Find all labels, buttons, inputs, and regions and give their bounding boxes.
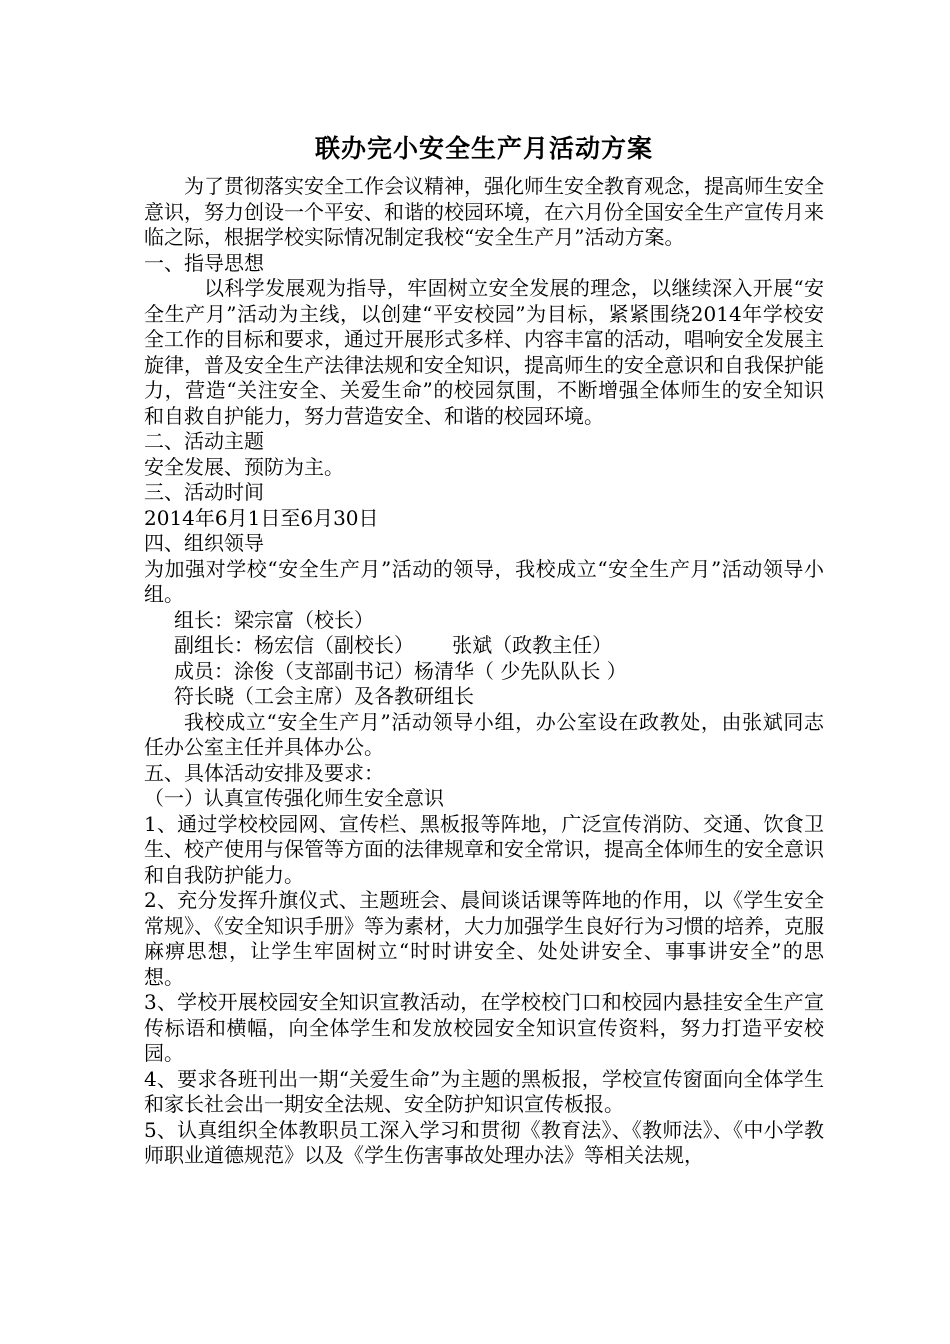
activity-item-1: 1、通过学校校园网、宣传栏、黑板报等阵地，广泛宣传消防、交通、饮食卫生、校产使用与保管等方面的法律规章和安全常识，提高全体师生的安全意识和自我防护能力。: [144, 811, 824, 887]
members-line-2: 符长晓（工会主席）及各教研组长: [174, 684, 474, 708]
leader-line: 组长：梁宗富（校长）: [174, 607, 374, 632]
section-heading-activities: 五、具体活动安排及要求：: [144, 760, 384, 785]
activity-item-4: 4、要求各班刊出一期“关爱生命”为主题的黑板报，学校宣传窗面向全体学生和家长社会出一期安全法规、安全防护知识宣传板报。: [144, 1066, 824, 1116]
deputy-leader-line: 副组长：杨宏信（副校长） 张斌（政教主任）: [174, 633, 613, 657]
section-heading-time: 三、活动时间: [144, 480, 264, 504]
activity-item-5: 5、认真组织全体教职员工深入学习和贯彻《教育法》、《教师法》、《中小学教师职业道德规范》以及《学生伤害事故处理办法》等相关法规，: [144, 1117, 824, 1167]
office-paragraph: 我校成立“安全生产月”活动领导小组，办公室设在政教处，由张斌同志任办公室主任并具体办公。: [144, 709, 824, 759]
activity-item-2: 2、充分发挥升旗仪式、主题班会、晨间谈话课等阵地的作用，以《学生安全常规》、《安全知识手册》等为素材，大力加强学生良好行为习惯的培养，克服麻痹思想，让学生牢固树立“时时讲安全、处处讲安全、事事讲安全”的思想。: [144, 888, 824, 989]
members-line: 成员：涂俊（支部副书记）杨清华（ 少先队队长 ）: [174, 658, 627, 683]
subsection-heading-publicity: （一）认真宣传强化师生安全意识: [144, 786, 444, 810]
section-heading-guiding-ideology: 一、指导思想: [144, 250, 264, 275]
intro-paragraph: 为了贯彻落实安全工作会议精神，强化师生安全教育观念，提高师生安全意识，努力创设一个平安、和谐的校园环境，在六月份全国安全生产宣传月来临之际，根据学校实际情况制定我校“安全生产月”活动方案。: [144, 174, 824, 249]
theme-paragraph: 安全发展、预防为主。: [144, 454, 344, 479]
guiding-ideology-paragraph: 以科学发展观为指导，牢固树立安全发展的理念，以继续深入开展“安全生产月”活动为主线，以创建“平安校园”为目标，紧紧围绕2014年学校安全工作的目标和要求，通过开展形式多样、内容丰富的活动，唱响安全发展主旋律，普及安全生产法律法规和安全知识，提高师生的安全意识和自我保护能力，营造“关注安全、关爱生命”的校园氛围，不断增强全体师生的安全知识和自救自护能力，努力营造安全、和谐的校园环境。: [144, 276, 824, 428]
leadership-paragraph: 为加强对学校“安全生产月”活动的领导，我校成立“安全生产月”活动领导小组。: [144, 556, 824, 606]
section-heading-leadership: 四、组织领导: [144, 531, 264, 555]
time-paragraph: 2014年6月1日至6月30日: [144, 505, 379, 530]
activity-item-3: 3、学校开展校园安全知识宣教活动，在学校校门口和校园内悬挂安全生产宣传标语和横幅，向全体学生和发放校园安全知识宣传资料，努力打造平安校园。: [144, 990, 824, 1065]
document-page: [144, 128, 824, 1169]
document-title: 联办完小安全生产月活动方案: [314, 134, 653, 163]
section-heading-theme: 二、活动主题: [144, 429, 264, 453]
